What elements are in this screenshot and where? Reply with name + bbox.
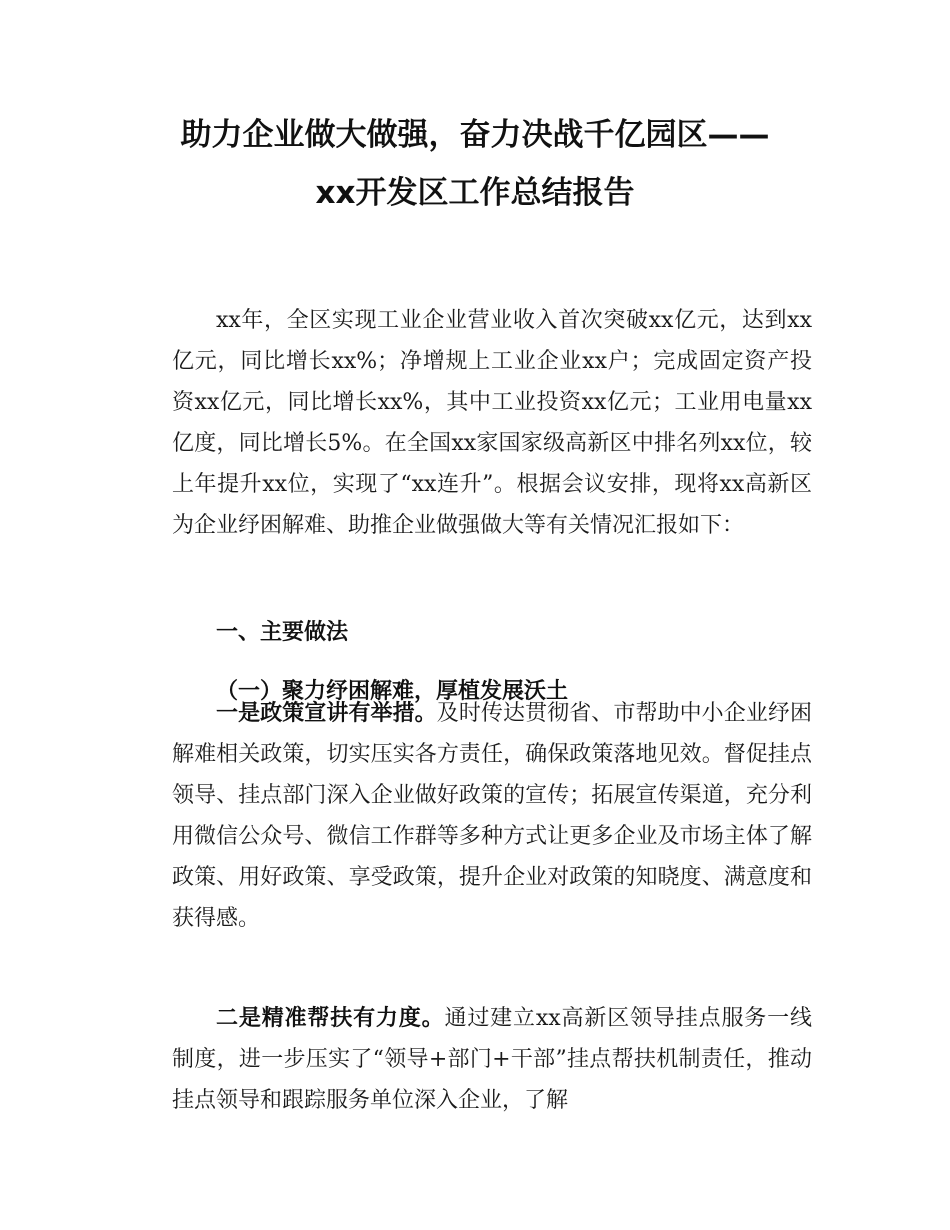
intro-paragraph: xx年，全区实现工业企业营业收入首次突破xx亿元，达到xx亿元，同比增长xx%；净增规上工业企业xx户；完成固定资产投资xx亿元，同比增长xx%，其中工业投资xx亿元；工业用电量xx亿度，同比增长5%。在全国xx家国家级高新区中排名列xx位，较上年提升xx位，实现了“xx连升”。根据会议安排，现将xx高新区为企业纾困解难、助推企业做强做大等有关情况汇报如下： <box>172 308 812 538</box>
policy-paragraph-lead: 一是政策宣讲有举措。 <box>216 701 437 726</box>
document-title-line-1: 助力企业做大做强，奋力决战千亿园区—— <box>180 117 770 153</box>
assistance-paragraph <box>172 998 812 1121</box>
section-heading-main-practices: 一、主要做法 <box>216 620 349 645</box>
policy-paragraph <box>172 693 812 939</box>
assistance-paragraph-body: 通过建立xx高新区领导挂点服务一线制度，进一步压实了“领导+部门+干部”挂点帮扶机制责任，推动挂点领导和跟踪服务单位深入企业，了解 <box>172 1006 812 1113</box>
subsection-heading-relief: （一）聚力纾困解难，厚植发展沃土 <box>216 679 569 704</box>
document-title-line-2: xx开发区工作总结报告 <box>315 175 635 211</box>
policy-paragraph-body: 及时传达贯彻省、市帮助中小企业纾困解难相关政策，切实压实各方责任，确保政策落地见效。督促挂点领导、挂点部门深入企业做好政策的宣传；拓展宣传渠道，充分利用微信公众号、微信工作群等多种方式让更多企业及市场主体了解政策、用好政策、享受政策，提升企业对政策的知晓度、满意度和获得感。 <box>172 701 812 931</box>
assistance-paragraph-lead: 二是精准帮扶有力度。 <box>216 1006 445 1031</box>
